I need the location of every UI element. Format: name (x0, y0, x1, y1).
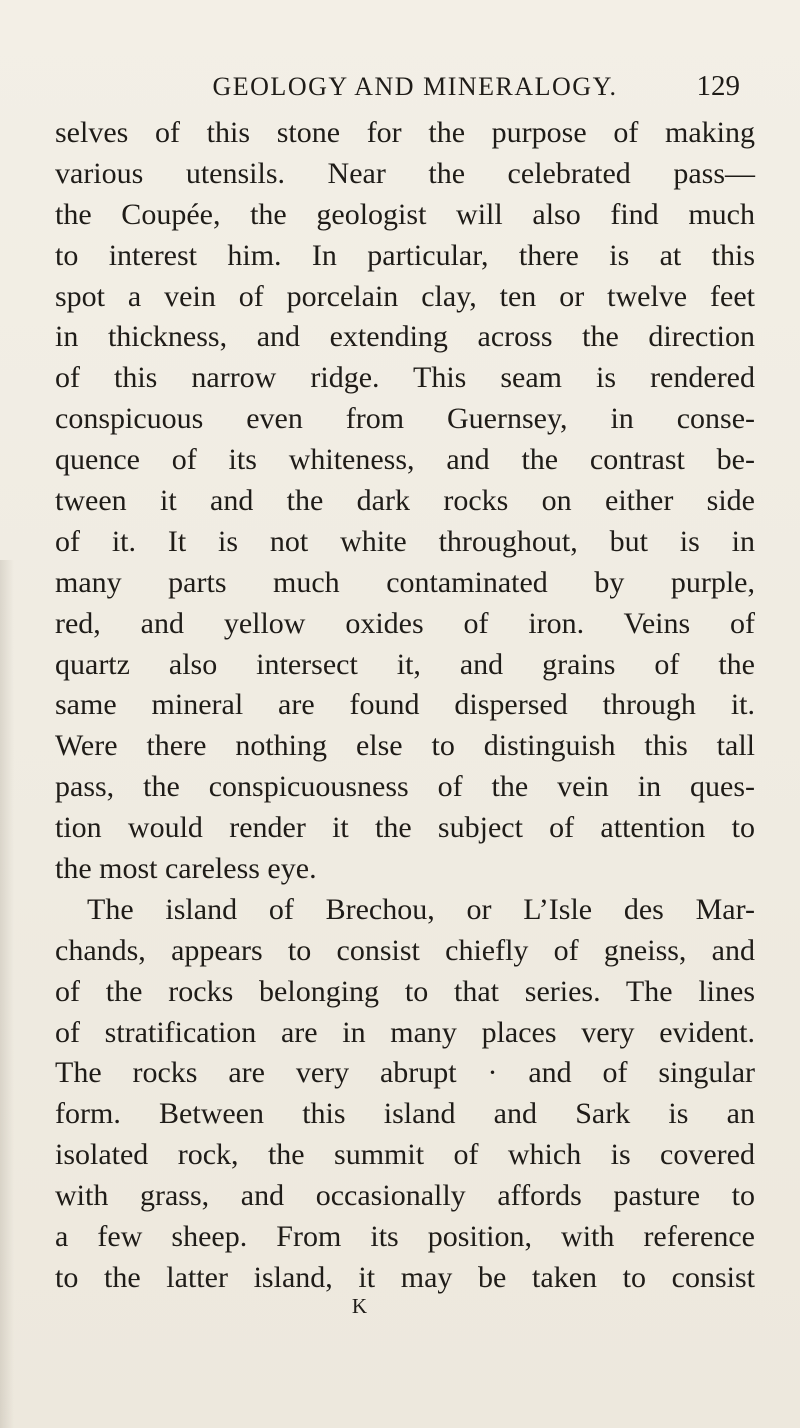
text-line: tween it and the dark rocks on either side (55, 484, 755, 518)
text-line: selves of this stone for the purpose of making (55, 116, 755, 149)
text-line: the most careless eye. (55, 852, 317, 886)
text-line: many parts much contaminated by purple, (55, 565, 755, 599)
text-line: pass, the conspicuousness of the vein in ques- (55, 770, 755, 804)
text-line: of stratification are in many places very evident. (55, 1015, 755, 1049)
text-line: chands, appears to consist chiefly of gneiss, and (55, 933, 755, 967)
text-line: same mineral are found dispersed through it. (55, 688, 755, 722)
text-line: the Coupée, the geologist will also find much (55, 197, 755, 231)
text-line: quartz also intersect it, and grains of the (55, 647, 755, 681)
text-line: quence of its whiteness, and the contrast be- (55, 443, 755, 477)
text-line: various utensils. Near the celebrated pass— (55, 156, 755, 190)
binding-shadow (0, 560, 14, 1428)
text-line: of it. It is not white throughout, but is in (55, 524, 755, 558)
text-line: The rocks are very abrupt · and of singular (55, 1056, 755, 1090)
text-line: form. Between this island and Sark is an (55, 1097, 755, 1131)
body-text (55, 113, 755, 1299)
text-line: Were there nothing else to distinguish this tall (55, 729, 755, 763)
page-number: 129 (696, 70, 740, 102)
text-line: The island of Brechou, or L’Isle des Mar- (87, 892, 755, 926)
running-title: GEOLOGY AND MINERALOGY. (212, 72, 618, 101)
signature-mark: K (351, 1294, 369, 1318)
text-line: a few sheep. From its position, with reference (55, 1220, 755, 1254)
text-line: in thickness, and extending across the direction (55, 320, 755, 354)
text-line: isolated rock, the summit of which is covered (55, 1138, 755, 1172)
text-line: of this narrow ridge. This seam is rendered (55, 361, 755, 395)
text-line: to the latter island, it may be taken to consist (55, 1260, 755, 1294)
text-line: spot a vein of porcelain clay, ten or twelve feet (55, 279, 755, 313)
text-line: of the rocks belonging to that series. The lines (55, 974, 755, 1008)
text-line: tion would render it the subject of attention to (55, 811, 755, 845)
text-line: to interest him. In particular, there is at this (55, 238, 755, 272)
text-line: with grass, and occasionally affords pasture to (55, 1179, 755, 1213)
text-line: conspicuous even from Guernsey, in conse- (55, 402, 755, 436)
text-line: red, and yellow oxides of iron. Veins of (55, 606, 755, 640)
